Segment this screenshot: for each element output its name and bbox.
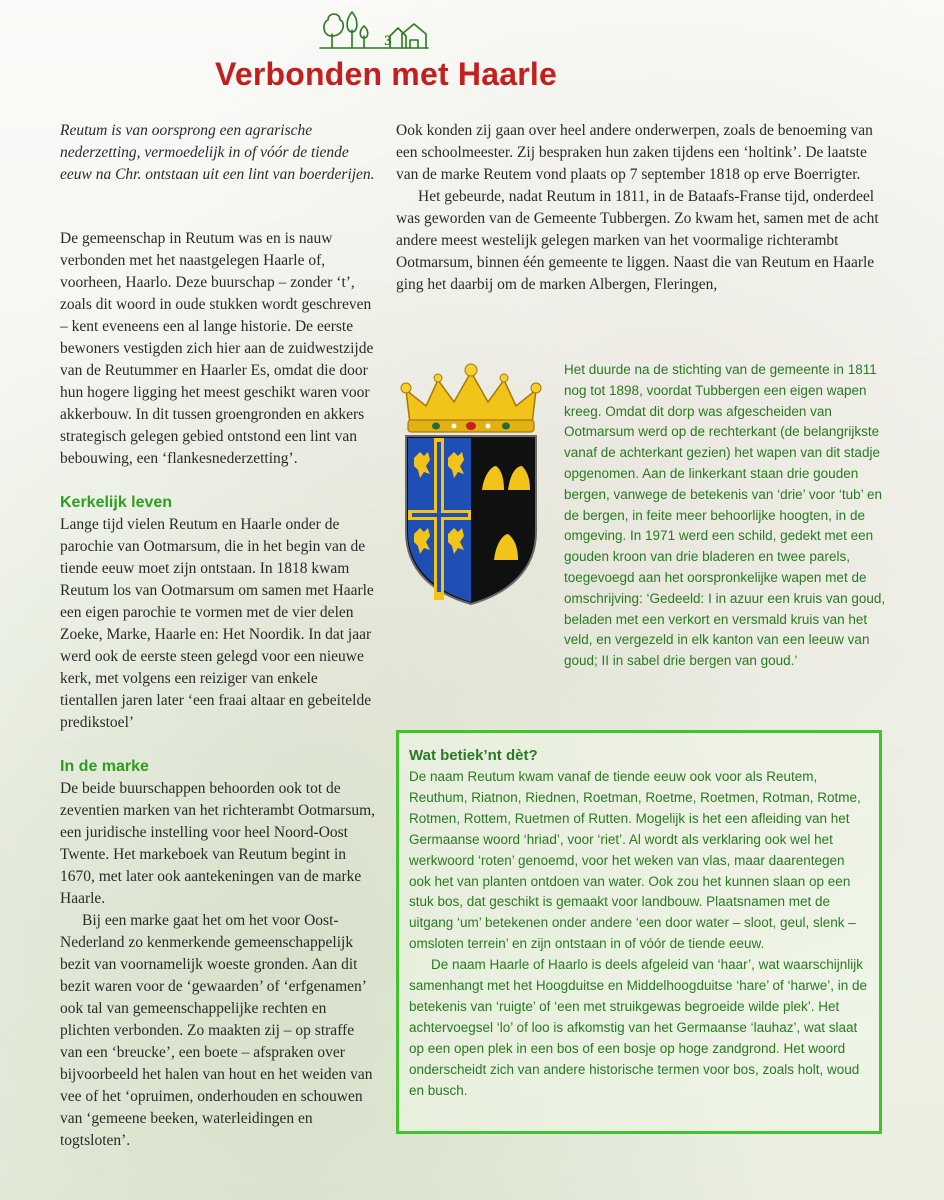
left-column	[60, 120, 378, 1152]
page-title: Verbonden met Haarle	[215, 56, 557, 92]
paragraph-parochie: Lange tijd vielen Reutum en Haarle onder de parochie van Ootmarsum, die in het begin van de tiende eeuw moet zijn ontstaan. In 1818 kwam Reutum los van Ootmarsum om samen met Haarle een eigen parochie te vormen met de vier delen Zoeke, Marke, Haarle en: Het Noordik. In dat jaar werd ook de eerste steen gelegd voor een nieuwe kerk, met volgens een reiziger van enkele tientallen jaren later ‘een fraai altaar en gebeitelde predikstoel’	[60, 516, 374, 731]
page-number: 3	[384, 33, 392, 49]
info-box-paragraph-reutum: De naam Reutum kwam vanaf de tiende eeuw ook voor als Reutem, Reuthum, Riatnon, Riednen, Roetman, Roetme, Roetmen, Rotman, Rotme, Rotmen, Rottem, Ruetmen of Rutten. Mogelijk is het een afleiding van het Germaanse woord ‘hriad’, voor ‘riet’. Al wordt als verklaring ook wel het werkwoord ‘roten’ genoemd, voor het weken van vlas, maar daarentegen ook het van planten ontdoen van water. Ook zou het kunnen slaan op een stuk bos, dat geschikt is gemaakt voor landbouw. Plaatsnamen met de uitgang ‘um’ betekenen onder andere ‘een door water – sloot, geul, slenk – omsloten terrein’ en zijn ontstaan in of vóór de tiende eeuw.	[409, 769, 861, 952]
coat-of-arms-tubbergen-icon	[396, 362, 546, 606]
info-box-wat-betiekt-det	[396, 730, 882, 1134]
intro-paragraph: Reutum is van oorsprong een agrarische nederzetting, vermoedelijk in of vóór de tiende eeuw na Chr. ontstaan uit een lint van boerderijen.	[60, 122, 375, 183]
paragraph-holtink: Ook konden zij gaan over heel andere onderwerpen, zoals de benoeming van een schoolmeester. Zij bespraken hun zaken tijdens een ‘holtink’. De laatste van de marke Reutem vond plaats op 7 september 1818 op erve Boerrigter.	[396, 122, 873, 183]
heading-in-de-marke: In de marke	[60, 758, 149, 775]
heading-kerkelijk-leven: Kerkelijk leven	[60, 494, 173, 511]
info-box-title: Wat betiek’nt dèt?	[409, 747, 538, 764]
paragraph-marke-bezit: Bij een marke gaat het om het voor Oost-Nederland zo kenmerkende gemeenschappelijk bezit van voornamelijk woeste gronden. Aan dit bezit waren voor de ‘gewaarden’ of ‘erfgenamen’ ook tal van gemeenschappelijke rechten en plichten verbonden. Zo maakten zij – op straffe van een ‘breucke’, een boete – afspraken over bijvoorbeeld het halen van hout en het weiden van vee of het ‘opruimen, onderhouden en schouwen van ‘gemeene beeken, waterleidingen en togtsloten’.	[60, 912, 373, 1149]
spacer	[60, 470, 378, 492]
paragraph-gemeenschap: De gemeenschap in Reutum was en is nauw verbonden met het naastgelegen Haarle of, voorheen, Haarlo. Deze buurschap – zonder ‘t’, zoals dit woord in oude stukken wordt geschreven – kent eveneens een al lange historie. De eerste bewoners vestigden zich hier aan de zuidwestzijde van de Reutummer en Haarler Es, omdat die door hun hogere ligging het meest geschikt waren voor akkerbouw. In dit tussen groengronden en akkers strategisch gelegen gebied ontstond een lint van bebouwing, een ‘flankesnederzetting’.	[60, 230, 374, 467]
info-box-paragraph-haarle: De naam Haarle of Haarlo is deels afgeleid van ‘haar’, wat waarschijnlijk samenhangt met het Hoogduitse en Middelhoogduitse ‘hare’ of ‘harwe’, in de betekenis van ‘ruigte’ of ‘een met struikgewas begroeide wilde plek’. Het achtervoegsel ‘lo’ of loo is afkomstig van het Germaanse ‘lauhaz’, wat slaat op een open plek in een bos of een bosje op hoge zandgrond. Het woord onderscheidt zich van andere historische termen voor bos, zoals holt, woud en busch.	[409, 957, 868, 1098]
paragraph-gemeente-tubbergen: Het gebeurde, nadat Reutum in 1811, in de Bataafs-Franse tijd, onderdeel was geworden van de Gemeente Tubbergen. Zo kwam het, samen met de acht andere meest westelijk gelegen marken van het voormalige richterambt Ootmarsum, binnen één gemeente te liggen. Naast die van Reutum en Haarle ging het daarbij om de marken Albergen, Fleringen,	[396, 188, 879, 293]
trees-and-houses-icon	[318, 10, 430, 52]
paragraph-marken: De beide buurschappen behoorden ook tot de zeventien marken van het richterambt Ootmarsum, een juridische instelling voor heel Noord-Oost Twente. Het markeboek van Reutum begint in 1670, met later ook aantekeningen van de marke Haarle.	[60, 780, 376, 907]
spacer	[60, 734, 378, 756]
right-column	[396, 120, 884, 296]
crest-caption: Het duurde na de stichting van de gemeente in 1811 nog tot 1898, voordat Tubbergen een eigen wapen kreeg. Omdat dit dorp was afgescheiden van Ootmarsum werd op de rechterkant (de belangrijkste vanaf de achterkant gezien) het wapen van dit stadje opgenomen. Aan de linkerkant staan drie gouden bergen, vanwege de betekenis van ‘drie’ voor ‘tub’ en de bergen, in feite meer behoorlijke hoogten, in de omgeving. In 1971 werd een schild, gedekt met een gouden kroon van drie bladeren en twee parels, toegevoegd aan het oorspronkelijke wapen met de omschrijving: ‘Gedeeld: I in azuur een kruis van goud, beladen met een verkort en versmald kruis van het veld, en vergezeld in elk kanton van een leeuw van goud; II in sabel drie bergen van goud.’	[564, 362, 886, 669]
